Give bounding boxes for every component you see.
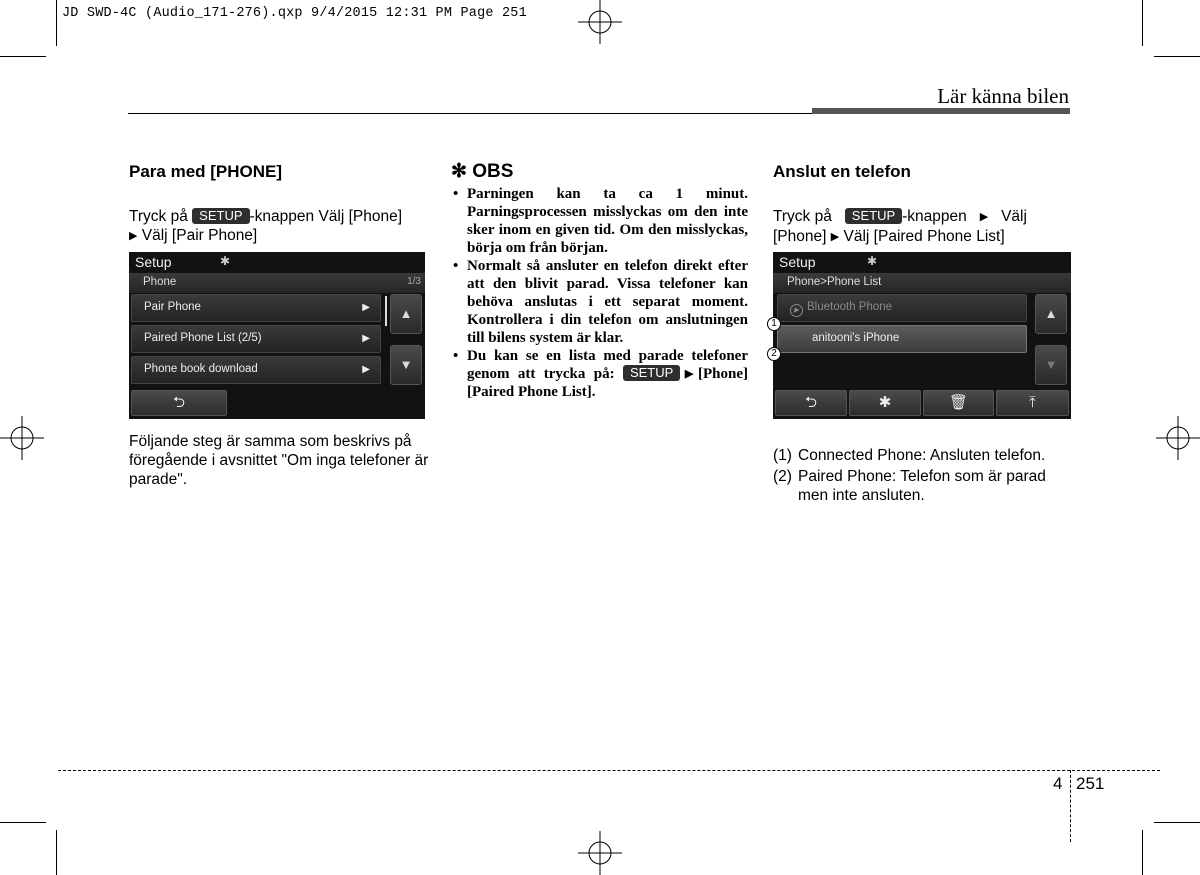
footer-divider (1070, 770, 1071, 842)
menu-item-label: Phone book download (144, 363, 258, 375)
note-list (451, 185, 748, 401)
text: Bluetooth Phone (807, 301, 893, 313)
setup-button-icon: SETUP (623, 365, 680, 381)
section-title: Lär känna bilen (937, 84, 1069, 108)
menu-item-label: Paired Phone List (2/5) (144, 332, 262, 344)
triangle-right-icon: ▶ (979, 211, 989, 223)
heading-pair-phone: Para med [PHONE] (129, 162, 283, 181)
text: Välj (1001, 208, 1027, 225)
registration-mark-icon (1156, 416, 1200, 460)
text: Tryck på (129, 208, 188, 225)
triangle-right-icon: ▶ (129, 230, 138, 242)
screen-subtitle-bar (129, 273, 425, 293)
bluetooth-icon: ✱ (220, 254, 231, 268)
text: [Phone] (773, 228, 827, 245)
scroll-up-button[interactable]: ▲ (1035, 294, 1067, 334)
scrollbar[interactable] (385, 296, 387, 326)
crop-mark (1154, 56, 1200, 57)
list-item: • Parningen kan ta ca 1 minut. Parningsprocessen misslyckas om den inte sker inom en given tid. Om den misslyckas, börja om från början. (451, 185, 748, 257)
menu-item-paired-phone-list[interactable] (131, 325, 381, 353)
legend-item (773, 467, 1071, 505)
registration-mark-icon (578, 0, 622, 44)
screen-title: Setup (779, 254, 816, 270)
triangle-right-icon: ▶ (680, 368, 698, 380)
screen-subtitle: Phone (143, 276, 177, 288)
heading-connect-phone: Anslut en telefon (773, 162, 911, 181)
crop-mark (1142, 0, 1143, 46)
file-slug: JD SWD-4C (Audio_171-276).qxp 9/4/2015 12:31 PM Page 251 (62, 6, 527, 21)
footer-rule (58, 770, 1160, 771)
arrow-right-icon: ▶ (362, 302, 370, 313)
crop-mark (0, 56, 46, 57)
registration-mark-icon (578, 831, 622, 875)
text: Välj [Pair Phone] (141, 227, 258, 244)
arrow-right-icon: ▶ (362, 333, 370, 344)
crop-mark (1142, 830, 1143, 875)
text: Du kan se en lista med parade telefoner genom att trycka på: (467, 348, 748, 382)
setup-button-icon: SETUP (845, 208, 902, 224)
menu-item-label (790, 301, 892, 317)
callout-2: 2 (767, 347, 781, 361)
phone-list-item-connected[interactable] (777, 294, 1027, 322)
screen-setup-phone (129, 252, 425, 419)
note-heading: ✻ OBS (451, 161, 514, 182)
instruction-connect (773, 207, 1071, 247)
instruction-pair (129, 207, 425, 246)
paragraph-same-steps: Följande steg är samma som beskrivs på föregående i avsnittet "Om inga telefoner är parade". (129, 433, 429, 488)
list-item: • Normalt så ansluter en telefon direkt efter att den blivit parad. Vissa telefoner kan behöva anslutas i ett separat moment. Kontrollera i din telefon om anslutningen till bilens system är klar. (451, 257, 748, 347)
callout-1: 1 (767, 317, 781, 331)
triangle-right-icon: ▶ (830, 231, 840, 243)
legend-number: (1) (773, 447, 792, 464)
page-indicator: 1/3 (407, 276, 421, 287)
arrow-right-icon: ▶ (362, 364, 370, 375)
menu-item-pair-phone[interactable] (131, 294, 381, 322)
screen-title: Setup (135, 254, 172, 270)
text: Tryck på (773, 208, 832, 225)
screen-phone-list (773, 252, 1071, 419)
crop-mark (1154, 822, 1200, 823)
chapter-number: 4 (1053, 774, 1063, 793)
screen-subtitle: Phone>Phone List (787, 276, 882, 288)
crop-mark (56, 830, 57, 875)
text: -knappen (902, 208, 967, 225)
setup-button-icon: SETUP (192, 208, 249, 224)
text: -knappen Välj [Phone] (249, 208, 403, 225)
play-circle-icon: ▶ (790, 304, 803, 317)
back-button[interactable]: ⮌ (775, 390, 847, 416)
text: Välj [Paired Phone List] (843, 228, 1005, 245)
legend-text: Connected Phone: Ansluten telefon. (798, 447, 1046, 464)
legend-text: Paired Phone: Telefon som är parad men inte ansluten. (798, 468, 1046, 504)
menu-item-label: anitooni's iPhone (812, 332, 900, 344)
crop-mark (0, 822, 46, 823)
legend-number: (2) (773, 468, 792, 485)
menu-item-label: Pair Phone (144, 301, 201, 313)
legend-list (773, 446, 1071, 505)
header-bar (812, 108, 1070, 114)
phone-list-item-paired[interactable] (777, 325, 1027, 353)
crop-mark (56, 0, 57, 46)
delete-button[interactable]: 🗑 (923, 390, 994, 416)
legend-item (773, 446, 1071, 465)
menu-item-phone-book-download[interactable] (131, 356, 381, 384)
scroll-down-button[interactable]: ▼ (1035, 345, 1067, 385)
registration-mark-icon (0, 416, 44, 460)
screen-subtitle-bar (773, 273, 1071, 293)
page-number: 251 (1076, 774, 1105, 793)
list-item (451, 347, 748, 401)
bluetooth-connect-button[interactable]: ✱ (849, 390, 921, 416)
text: [Phone] [Paired Phone List]. (467, 366, 748, 400)
back-button[interactable]: ⮌ (131, 390, 227, 416)
bluetooth-icon: ✱ (867, 254, 878, 268)
scroll-down-button[interactable]: ▼ (390, 345, 422, 385)
move-top-button[interactable]: ⤒ (996, 390, 1069, 416)
scroll-up-button[interactable]: ▲ (390, 294, 422, 334)
